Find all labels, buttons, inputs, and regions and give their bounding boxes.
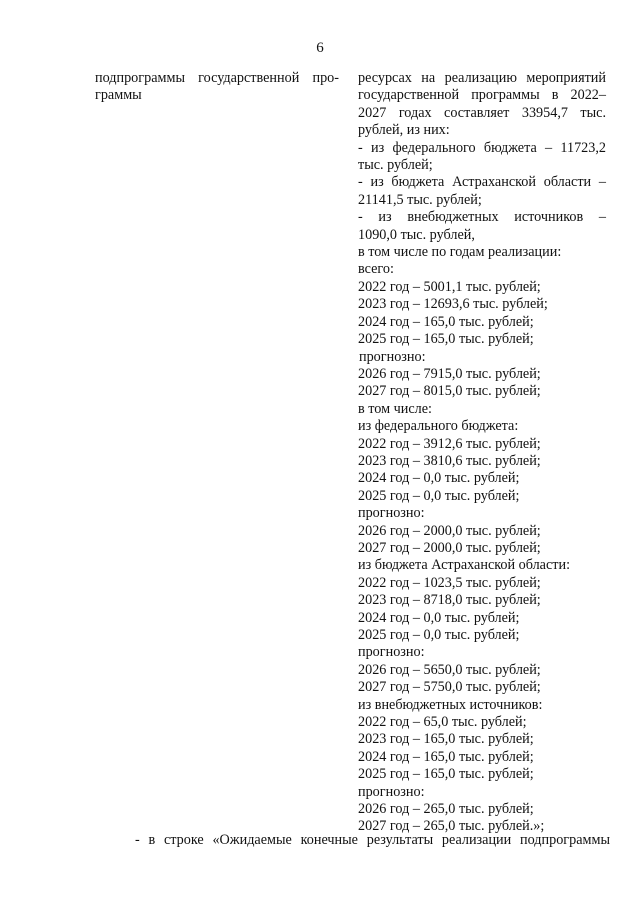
right-cell-line: 2024 год – 0,0 тыс. рублей; bbox=[358, 470, 520, 487]
right-cell-line: 2023 год – 8718,0 тыс. рублей; bbox=[358, 592, 541, 609]
right-cell-line: из бюджета Астраханской области: bbox=[358, 557, 571, 574]
right-cell-line: 2025 год – 165,0 тыс. рублей; bbox=[358, 331, 534, 348]
right-cell-line: 2022 год – 1023,5 тыс. рублей; bbox=[358, 574, 541, 591]
right-cell-line: 2024 год – 165,0 тыс. рублей; bbox=[358, 313, 534, 330]
right-cell-line: рублей, из них: bbox=[358, 122, 450, 139]
right-cell-line: 2022 год – 3912,6 тыс. рублей; bbox=[358, 435, 541, 452]
right-cell-line: 21141,5 тыс. рублей; bbox=[358, 191, 482, 208]
right-cell-line: 2022 год – 65,0 тыс. рублей; bbox=[358, 714, 527, 731]
right-cell-line: 2024 год – 165,0 тыс. рублей; bbox=[358, 748, 534, 765]
right-cell-line: 2025 год – 0,0 тыс. рублей; bbox=[358, 627, 520, 643]
right-cell-line: 2026 год – 7915,0 тыс. рублей; bbox=[358, 365, 541, 382]
right-cell-line: - из федерального бюджета – 11723,2 bbox=[358, 139, 606, 156]
right-cell-line: 2027 год – 8015,0 тыс. рублей; bbox=[358, 383, 541, 400]
right-cell-line: - из внебюджетных источников – bbox=[358, 209, 606, 226]
right-cell-line: прогнозно: bbox=[358, 644, 425, 661]
right-cell-line: 2025 год – 165,0 тыс. рублей; bbox=[358, 766, 534, 783]
right-cell-line: 2026 год – 5650,0 тыс. рублей; bbox=[358, 661, 541, 678]
right-cell-line: в том числе: bbox=[358, 400, 432, 417]
right-cell-line: 2026 год – 2000,0 тыс. рублей; bbox=[358, 522, 541, 539]
left-cell-line: граммы bbox=[95, 87, 142, 104]
right-cell-line: всего: bbox=[358, 261, 394, 278]
right-cell-line: 2025 год – 0,0 тыс. рублей; bbox=[358, 487, 520, 504]
right-cell-line: - из бюджета Астраханской области – bbox=[358, 174, 606, 191]
right-cell-line: в том числе по годам реализации: bbox=[358, 244, 562, 261]
table-right-cell bbox=[358, 70, 606, 836]
right-cell-line: государственной программы в 2022– bbox=[358, 87, 606, 104]
table-left-cell bbox=[95, 70, 339, 105]
right-cell-line: тыс. рублей; bbox=[358, 157, 433, 174]
right-cell-line: 2024 год – 0,0 тыс. рублей; bbox=[358, 609, 520, 626]
right-cell-line: 2023 год – 12693,6 тыс. рублей; bbox=[358, 296, 548, 313]
right-cell-line: 1090,0 тыс. рублей, bbox=[358, 226, 475, 243]
right-cell-line: из федерального бюджета: bbox=[358, 418, 519, 435]
right-cell-line: 2022 год – 5001,1 тыс. рублей; bbox=[358, 278, 541, 295]
body-paragraph: - в строке «Ожидаемые конечные результаты реализации подпрограммы bbox=[135, 832, 610, 848]
right-cell-line: 2027 год – 265,0 тыс. рублей.»; bbox=[358, 818, 545, 835]
page-number: 6 bbox=[316, 40, 324, 56]
right-cell-line: 2027 год – 5750,0 тыс. рублей; bbox=[358, 679, 541, 696]
left-cell-line: подпрограммы государственной про- bbox=[95, 70, 339, 86]
right-cell-line: 2027 годах составляет 33954,7 тыс. bbox=[358, 104, 606, 121]
right-cell-line: прогнозно: bbox=[358, 783, 425, 800]
right-cell-line: 2023 год – 3810,6 тыс. рублей; bbox=[358, 452, 541, 469]
right-cell-line: из внебюджетных источников: bbox=[358, 696, 543, 713]
right-cell-line: 2026 год – 265,0 тыс. рублей; bbox=[358, 801, 534, 818]
right-cell-line: прогнозно: bbox=[359, 348, 426, 365]
right-cell-line: 2023 год – 165,0 тыс. рублей; bbox=[358, 731, 534, 748]
right-cell-line: прогнозно: bbox=[358, 505, 425, 522]
right-cell-line: ресурсах на реализацию мероприятий bbox=[358, 70, 606, 86]
right-cell-line: 2027 год – 2000,0 тыс. рублей; bbox=[358, 539, 541, 556]
